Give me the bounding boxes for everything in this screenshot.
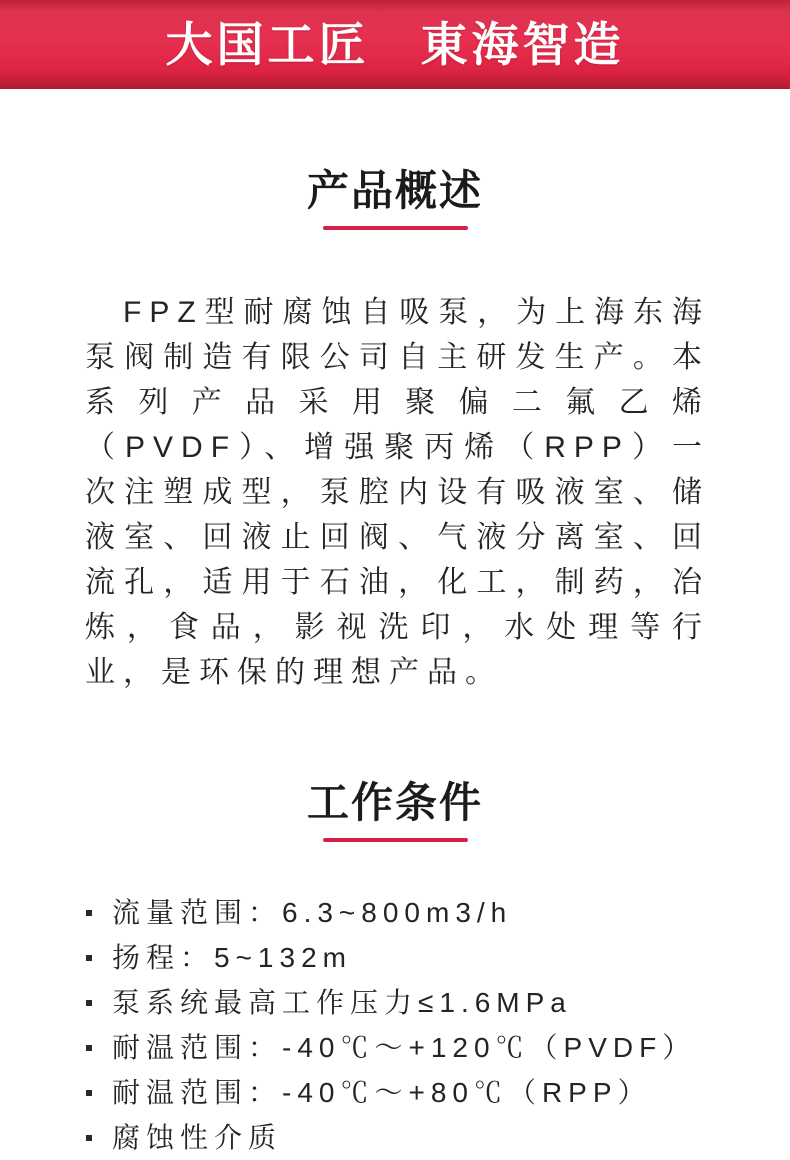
condition-item-label: 耐温范围：-40℃～+120℃（PVDF） bbox=[112, 1032, 697, 1063]
condition-item-label: 腐蚀性介质 bbox=[112, 1122, 283, 1153]
conditions-title-underline bbox=[323, 838, 468, 842]
overview-paragraph: FPZ型耐腐蚀自吸泵，为上海东海泵阀制造有限公司自主研发生产。本系列产品采用聚偏二氟乙烯（PVDF）、增强聚丙烯（RPP）一次注塑成型，泵腔内设有吸液室、储液室、回液止回阀、气液分离室、回流孔，适用于石油，化工，制药，冶炼，食品，影视洗印，水处理等行业，是环保的理想产品。 bbox=[85, 296, 710, 689]
overview-section-title: 产品概述 bbox=[306, 167, 483, 214]
condition-item-corrosive-media bbox=[86, 1115, 750, 1160]
condition-item-flow-range bbox=[86, 890, 750, 935]
condition-item-label: 流量范围：6.3~800m3/h bbox=[112, 897, 513, 928]
bullet-dot-icon bbox=[86, 910, 92, 916]
condition-item-label: 泵系统最高工作压力≤1.6MPa bbox=[112, 987, 572, 1018]
overview-title-underline bbox=[323, 226, 468, 230]
section-product-overview bbox=[0, 167, 790, 695]
condition-item-label: 扬程：5~132m bbox=[112, 942, 352, 973]
header-banner bbox=[0, 0, 790, 89]
banner-title: 大国工匠 東海智造 bbox=[165, 18, 625, 71]
conditions-list bbox=[86, 890, 750, 1160]
condition-item-temp-range-rpp bbox=[86, 1070, 750, 1115]
conditions-section-title: 工作条件 bbox=[306, 779, 483, 826]
condition-item-head bbox=[86, 935, 750, 980]
bullet-dot-icon bbox=[86, 955, 92, 961]
bullet-dot-icon bbox=[86, 1000, 92, 1006]
condition-item-label: 耐温范围：-40℃～+80℃（RPP） bbox=[112, 1077, 652, 1108]
bullet-dot-icon bbox=[86, 1090, 92, 1096]
bullet-dot-icon bbox=[86, 1045, 92, 1051]
condition-item-temp-range-pvdf bbox=[86, 1025, 750, 1070]
bullet-dot-icon bbox=[86, 1135, 92, 1141]
section-working-conditions bbox=[0, 779, 790, 1160]
condition-item-max-pressure bbox=[86, 980, 750, 1025]
